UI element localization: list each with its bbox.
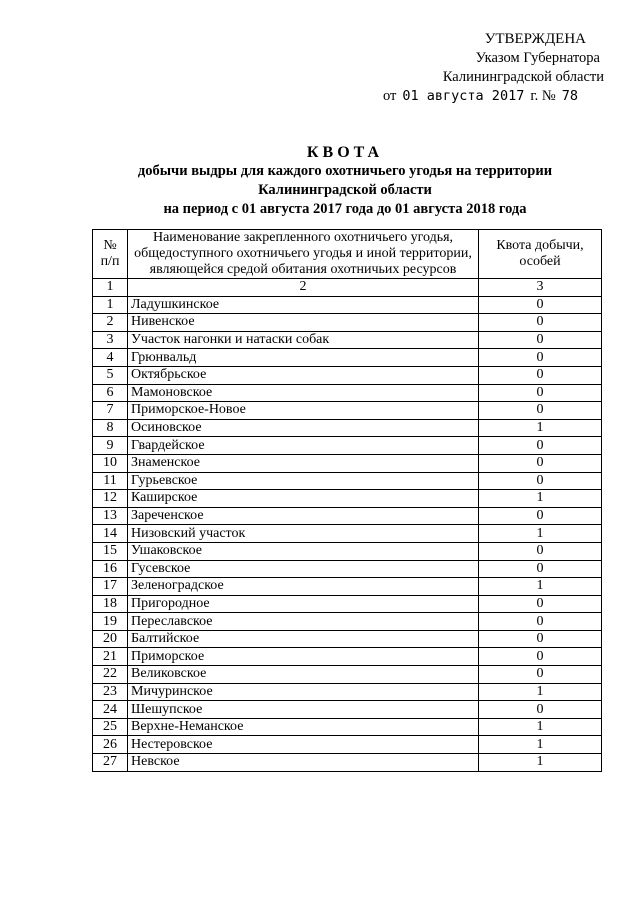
row-name-cell: Зареченское <box>128 507 479 525</box>
row-name-cell: Верхне-Неманское <box>128 718 479 736</box>
approval-title: УТВЕРЖДЕНА <box>484 31 586 47</box>
row-number-cell: 16 <box>93 560 128 578</box>
row-quota-cell: 1 <box>479 683 602 701</box>
column-index-row <box>93 279 602 297</box>
row-name-cell: Нивенское <box>128 314 479 332</box>
document-subtitle-line1: добычи выдры для каждого охотничьего угодья на территории <box>137 163 553 179</box>
row-quota-cell: 0 <box>479 648 602 666</box>
table-row <box>93 349 602 367</box>
column-index-cell: 3 <box>479 279 602 297</box>
row-quota-cell: 0 <box>479 437 602 455</box>
column-index-cell: 2 <box>128 279 479 297</box>
approval-date-line <box>344 87 604 106</box>
row-quota-cell: 0 <box>479 542 602 560</box>
table-row <box>93 525 602 543</box>
table-row <box>93 613 602 631</box>
row-quota-cell: 1 <box>479 525 602 543</box>
row-number-cell: 10 <box>93 454 128 472</box>
approval-date-suffix: г. № <box>530 88 556 104</box>
row-number-cell: 17 <box>93 578 128 596</box>
row-number-cell: 2 <box>93 314 128 332</box>
row-quota-cell: 0 <box>479 507 602 525</box>
row-name-cell: Пригородное <box>128 595 479 613</box>
row-quota-cell: 0 <box>479 296 602 314</box>
row-quota-cell: 1 <box>479 490 602 508</box>
table-row <box>93 402 602 420</box>
table-row <box>93 331 602 349</box>
row-name-cell: Великовское <box>128 666 479 684</box>
table-row <box>93 701 602 719</box>
row-name-cell: Гусевское <box>128 560 479 578</box>
row-name-cell: Знаменское <box>128 454 479 472</box>
document-subtitle-line3: на период с 01 августа 2017 года до 01 августа 2018 года <box>163 201 527 217</box>
table-row <box>93 384 602 402</box>
row-name-cell: Каширское <box>128 490 479 508</box>
column-index-cell: 1 <box>93 279 128 297</box>
column-header-quota: Квота добычи, особей <box>479 230 602 279</box>
row-number-cell: 11 <box>93 472 128 490</box>
row-quota-cell: 0 <box>479 701 602 719</box>
table-body <box>93 279 602 772</box>
row-name-cell: Нестеровское <box>128 736 479 754</box>
approval-decree: Указом Губернатора <box>475 50 600 66</box>
row-number-cell: 25 <box>93 718 128 736</box>
approval-date-prefix: от <box>383 88 397 104</box>
row-quota-cell: 0 <box>479 454 602 472</box>
approval-stamp <box>344 30 604 106</box>
document-header <box>90 143 600 219</box>
row-name-cell: Низовский участок <box>128 525 479 543</box>
row-name-cell: Грюнвальд <box>128 349 479 367</box>
row-number-cell: 22 <box>93 666 128 684</box>
row-number-cell: 19 <box>93 613 128 631</box>
row-quota-cell: 0 <box>479 331 602 349</box>
row-name-cell: Осиновское <box>128 419 479 437</box>
table-row <box>93 542 602 560</box>
row-quota-cell: 0 <box>479 366 602 384</box>
table-row <box>93 595 602 613</box>
row-number-cell: 9 <box>93 437 128 455</box>
table-row <box>93 366 602 384</box>
row-number-cell: 7 <box>93 402 128 420</box>
row-quota-cell: 0 <box>479 666 602 684</box>
row-name-cell: Шешупское <box>128 701 479 719</box>
row-name-cell: Невское <box>128 754 479 772</box>
row-number-cell: 24 <box>93 701 128 719</box>
table-row <box>93 454 602 472</box>
row-name-cell: Участок нагонки и натаски собак <box>128 331 479 349</box>
column-header-name: Наименование закрепленного охотничьего угодья, общедоступного охотничьего угодья и иной территории, являющейся средой обитания охотничьих ресурсов <box>128 230 479 279</box>
table-row <box>93 683 602 701</box>
row-name-cell: Приморское <box>128 648 479 666</box>
table-row <box>93 472 602 490</box>
table-row <box>93 718 602 736</box>
table-row <box>93 578 602 596</box>
table-row <box>93 507 602 525</box>
row-quota-cell: 1 <box>479 718 602 736</box>
row-quota-cell: 1 <box>479 736 602 754</box>
table-row <box>93 648 602 666</box>
row-number-cell: 14 <box>93 525 128 543</box>
table-row <box>93 754 602 772</box>
row-quota-cell: 0 <box>479 560 602 578</box>
row-number-cell: 15 <box>93 542 128 560</box>
row-quota-cell: 0 <box>479 595 602 613</box>
row-quota-cell: 0 <box>479 402 602 420</box>
row-name-cell: Октябрьское <box>128 366 479 384</box>
row-number-cell: 18 <box>93 595 128 613</box>
row-quota-cell: 1 <box>479 419 602 437</box>
table-row <box>93 490 602 508</box>
table-row <box>93 560 602 578</box>
row-number-cell: 27 <box>93 754 128 772</box>
row-number-cell: 21 <box>93 648 128 666</box>
column-header-number: № п/п <box>93 230 128 279</box>
document-title: КВОТА <box>306 144 384 161</box>
table-row <box>93 630 602 648</box>
row-name-cell: Балтийское <box>128 630 479 648</box>
row-quota-cell: 1 <box>479 578 602 596</box>
row-number-cell: 8 <box>93 419 128 437</box>
table-row <box>93 666 602 684</box>
quota-table <box>92 229 602 772</box>
row-quota-cell: 0 <box>479 349 602 367</box>
row-name-cell: Мамоновское <box>128 384 479 402</box>
row-number-cell: 26 <box>93 736 128 754</box>
row-name-cell: Переславское <box>128 613 479 631</box>
table-row <box>93 314 602 332</box>
row-name-cell: Ладушкинское <box>128 296 479 314</box>
row-name-cell: Ушаковское <box>128 542 479 560</box>
row-number-cell: 12 <box>93 490 128 508</box>
row-number-cell: 13 <box>93 507 128 525</box>
document-subtitle-line2: Калининградской области <box>258 182 432 198</box>
row-name-cell: Гурьевское <box>128 472 479 490</box>
row-quota-cell: 0 <box>479 613 602 631</box>
row-name-cell: Зеленоградское <box>128 578 479 596</box>
row-number-cell: 3 <box>93 331 128 349</box>
row-quota-cell: 1 <box>479 754 602 772</box>
approval-number: 78 <box>561 88 578 104</box>
approval-region: Калининградской области <box>442 69 604 85</box>
row-name-cell: Гвардейское <box>128 437 479 455</box>
row-name-cell: Приморское-Новое <box>128 402 479 420</box>
table-header-row <box>93 230 602 279</box>
row-number-cell: 23 <box>93 683 128 701</box>
row-quota-cell: 0 <box>479 472 602 490</box>
row-quota-cell: 0 <box>479 384 602 402</box>
row-number-cell: 5 <box>93 366 128 384</box>
row-number-cell: 20 <box>93 630 128 648</box>
row-name-cell: Мичуринское <box>128 683 479 701</box>
row-quota-cell: 0 <box>479 314 602 332</box>
approval-date: 01 августа 2017 <box>402 88 525 104</box>
row-number-cell: 1 <box>93 296 128 314</box>
row-quota-cell: 0 <box>479 630 602 648</box>
table-row <box>93 419 602 437</box>
row-number-cell: 4 <box>93 349 128 367</box>
table-row <box>93 296 602 314</box>
table-row <box>93 437 602 455</box>
table-row <box>93 736 602 754</box>
row-number-cell: 6 <box>93 384 128 402</box>
